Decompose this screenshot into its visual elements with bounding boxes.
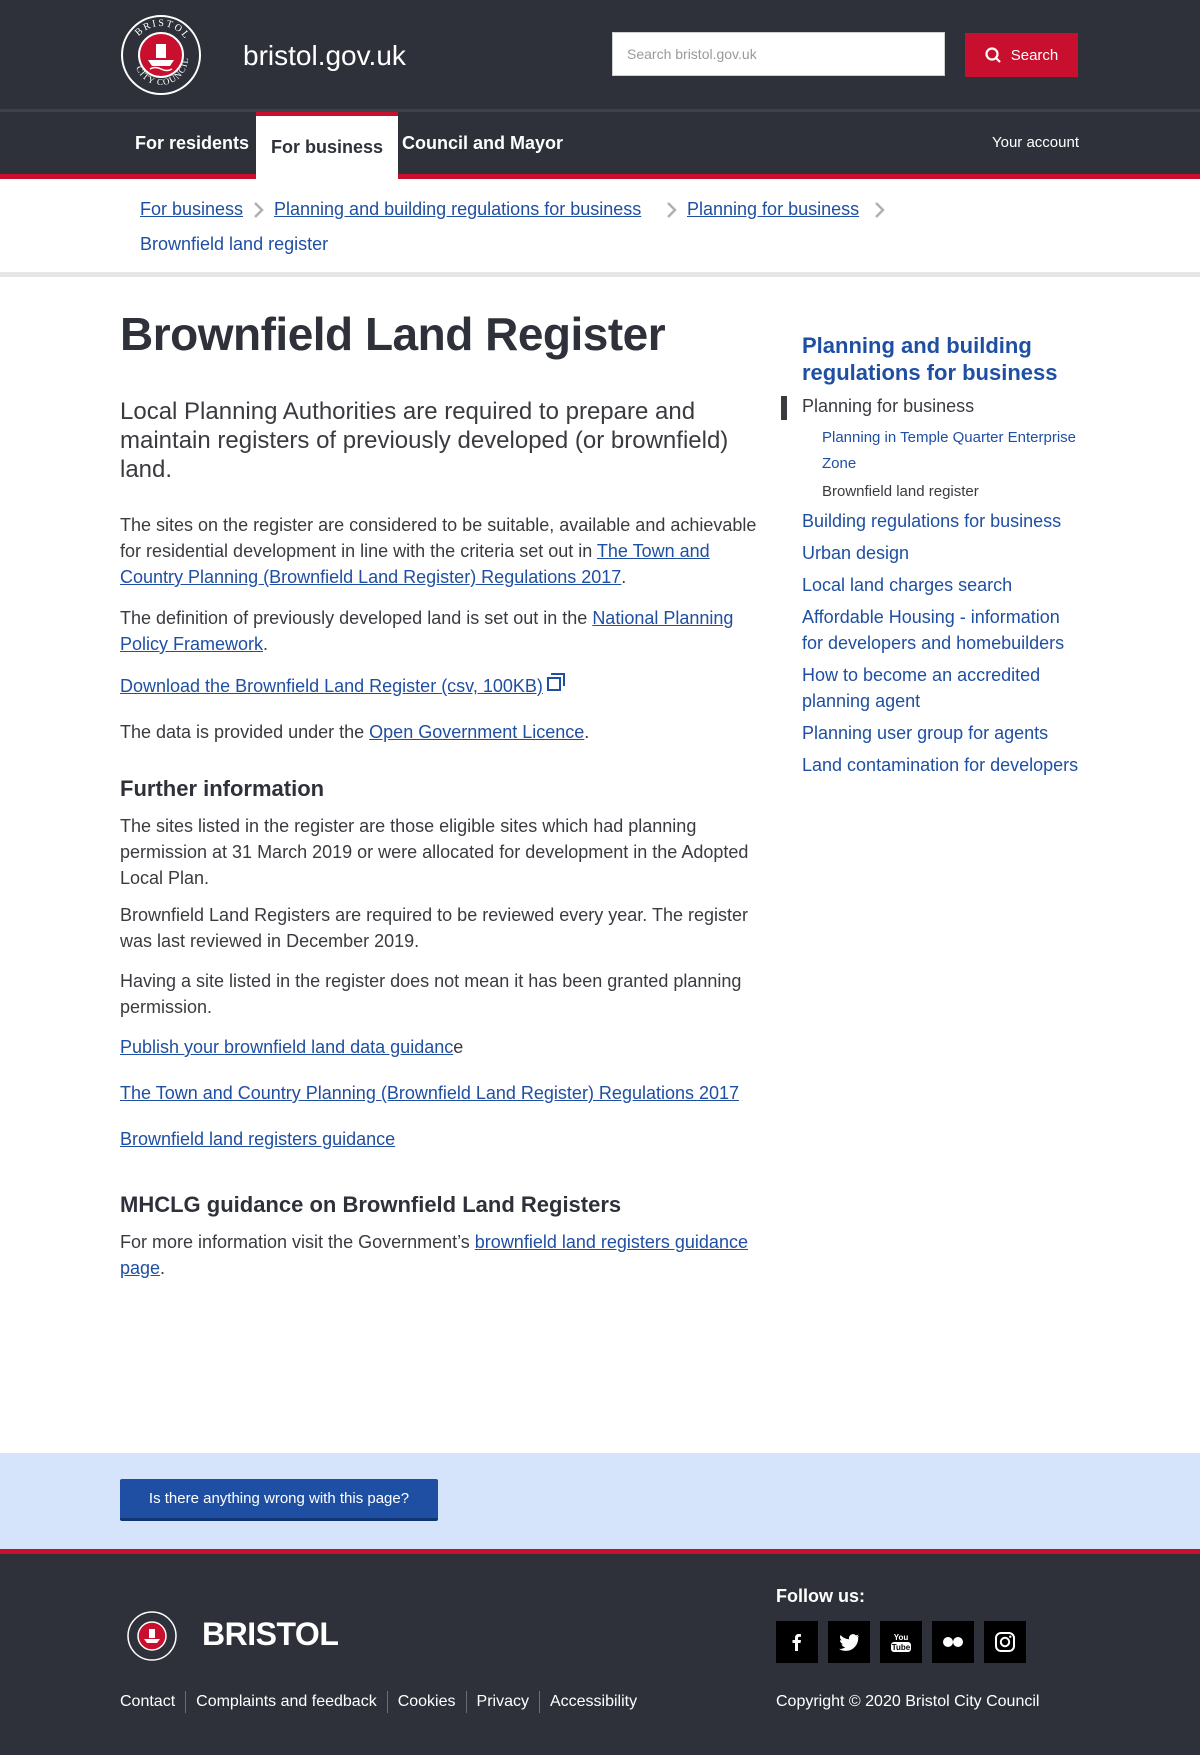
licence-paragraph xyxy=(120,719,760,745)
paragraph-text: . xyxy=(263,634,269,654)
breadcrumb-item[interactable]: Planning for business xyxy=(687,199,860,219)
nav-for-residents[interactable]: For residents xyxy=(135,132,250,153)
chevron-right-icon xyxy=(666,201,678,219)
footer-link-accessibility[interactable]: Accessibility xyxy=(539,1691,647,1713)
further-paragraph-2: Brownfield Land Registers are required to be reviewed every year. The register was last reviewed in December 2019. xyxy=(120,905,748,951)
download-register-link[interactable] xyxy=(120,676,543,696)
nav-for-business[interactable]: For business xyxy=(256,112,398,179)
bristol-city-council-logo[interactable] xyxy=(120,14,202,96)
facebook-icon[interactable] xyxy=(776,1621,818,1663)
breadcrumb-item[interactable]: Planning and building regulations for business xyxy=(274,199,642,219)
search-button[interactable] xyxy=(965,33,1078,77)
paragraph-text: For more information visit the Government’s xyxy=(120,1232,475,1252)
sidebar-item-land-contamination[interactable]: Land contamination for developers xyxy=(802,755,1079,775)
sidebar-title-link[interactable]: Planning and building regulations for business xyxy=(802,333,1058,385)
nav-council-and-mayor[interactable]: Council and Mayor xyxy=(402,132,564,153)
sidebar-item-building-regulations[interactable]: Building regulations for business xyxy=(802,511,1062,531)
nppf-link[interactable]: National Planning Policy Framework xyxy=(120,608,734,654)
paragraph-text: e xyxy=(453,1037,464,1057)
twitter-icon[interactable] xyxy=(828,1621,870,1663)
download-link-label: Download the Brownfield Land Register (csv, 100KB) xyxy=(120,676,543,696)
footer-links xyxy=(120,1691,647,1713)
regulations-2017-link[interactable]: The Town and Country Planning (Brownfield Land Register) Regulations 2017 xyxy=(120,1083,740,1103)
search-button-label: Search xyxy=(1010,46,1059,64)
footer-link-privacy[interactable]: Privacy xyxy=(466,1691,539,1713)
sidebar-item-user-group[interactable]: Planning user group for agents xyxy=(802,723,1049,743)
further-information-heading: Further information xyxy=(120,776,325,801)
external-link-icon xyxy=(547,677,561,691)
youtube-icon[interactable] xyxy=(880,1621,922,1663)
sidebar-sub-current: Brownfield land register xyxy=(822,483,979,500)
chevron-right-icon xyxy=(253,201,265,219)
footer-link-complaints[interactable]: Complaints and feedback xyxy=(185,1691,387,1713)
sidebar-item-affordable-housing[interactable]: Affordable Housing - information for developers and homebuilders xyxy=(802,607,1065,653)
sidebar-item-urban-design[interactable]: Urban design xyxy=(802,543,910,563)
main-nav xyxy=(0,112,1200,179)
site-name-link[interactable]: bristol.gov.uk xyxy=(243,40,406,71)
definition-paragraph xyxy=(120,605,760,657)
search-icon xyxy=(985,47,1001,63)
footer-crest-icon[interactable] xyxy=(126,1610,178,1662)
download-paragraph xyxy=(120,673,760,699)
instagram-icon[interactable] xyxy=(984,1621,1026,1663)
lede-text: Local Planning Authorities are required to prepare and maintain registers of previously developed (or brownfield) land. xyxy=(120,398,729,483)
breadcrumb xyxy=(0,179,1200,277)
sidebar-item-local-land-charges[interactable]: Local land charges search xyxy=(802,575,1013,595)
flickr-icon[interactable] xyxy=(932,1621,974,1663)
paragraph-text: . xyxy=(160,1258,166,1278)
footer-link-cookies[interactable]: Cookies xyxy=(387,1691,466,1713)
page-title: Brownfield Land Register xyxy=(120,308,666,360)
follow-us-title: Follow us: xyxy=(776,1586,865,1606)
further-paragraph-3: Having a site listed in the register does not mean it has been granted planning permission. xyxy=(120,971,742,1017)
regulations-link[interactable]: The Town and Country Planning (Brownfield Land Register) Regulations 2017 xyxy=(120,541,710,587)
further-paragraph-1: The sites listed in the register are those eligible sites which had planning permission at 31 March 2019 or were allocated for development in the Adopted Local Plan. xyxy=(120,816,749,888)
paragraph-text: The data is provided under the xyxy=(120,722,370,742)
paragraph-text: . xyxy=(584,722,590,742)
logo-text-top: BRISTOL xyxy=(133,17,193,42)
copyright-text: Copyright © 2020 Bristol City Council xyxy=(776,1693,1040,1710)
site-header xyxy=(0,0,1200,112)
sidebar-item-accredited-agent[interactable]: How to become an accredited planning agent xyxy=(802,665,1041,711)
paragraph-text: . xyxy=(621,567,627,587)
feedback-band xyxy=(0,1453,1200,1549)
logo-text-bottom: CITY COUNCIL xyxy=(133,56,191,88)
intro-paragraph xyxy=(120,512,760,590)
open-government-licence-link[interactable]: Open Government Licence xyxy=(369,722,585,742)
sidebar-sub-item-temple-quarter[interactable]: Planning in Temple Quarter Enterprise Zone xyxy=(822,429,1077,472)
mhclg-paragraph xyxy=(120,1229,760,1281)
brownfield-guidance-link[interactable]: Brownfield land registers guidance xyxy=(120,1129,396,1149)
publish-guidance-paragraph xyxy=(120,1034,760,1060)
mhclg-heading: MHCLG guidance on Brownfield Land Registers xyxy=(120,1192,622,1217)
site-footer xyxy=(0,1549,1200,1755)
svg-text:You: You xyxy=(893,1633,909,1642)
paragraph-text: The definition of previously developed land is set out in the xyxy=(120,608,593,628)
breadcrumb-current: Brownfield land register xyxy=(140,234,329,254)
main-content xyxy=(0,277,1200,1453)
regulations-paragraph xyxy=(120,1080,760,1106)
search-input[interactable] xyxy=(612,32,945,76)
your-account-link[interactable]: Your account xyxy=(991,134,1079,151)
guidance-paragraph xyxy=(120,1126,760,1152)
svg-text:Tube: Tube xyxy=(891,1643,911,1652)
report-problem-button[interactable]: Is there anything wrong with this page? xyxy=(120,1479,438,1521)
publish-guidance-link[interactable]: Publish your brownfield land data guidanc xyxy=(120,1037,454,1057)
footer-wordmark: BRISTOL xyxy=(202,1616,339,1652)
footer-link-contact[interactable]: Contact xyxy=(120,1693,176,1710)
mhclg-guidance-link[interactable]: brownfield land registers guidance page xyxy=(120,1232,748,1278)
sidebar-current-item: Planning for business xyxy=(802,396,1082,417)
sidebar-nav xyxy=(802,332,1082,778)
breadcrumb-item[interactable]: For business xyxy=(140,199,244,219)
paragraph-text: The sites on the register are considered to be suitable, available and achievable for residential development in line with the criteria set out in xyxy=(120,515,757,561)
council-crest-icon xyxy=(120,14,202,96)
chevron-right-icon xyxy=(874,201,886,219)
